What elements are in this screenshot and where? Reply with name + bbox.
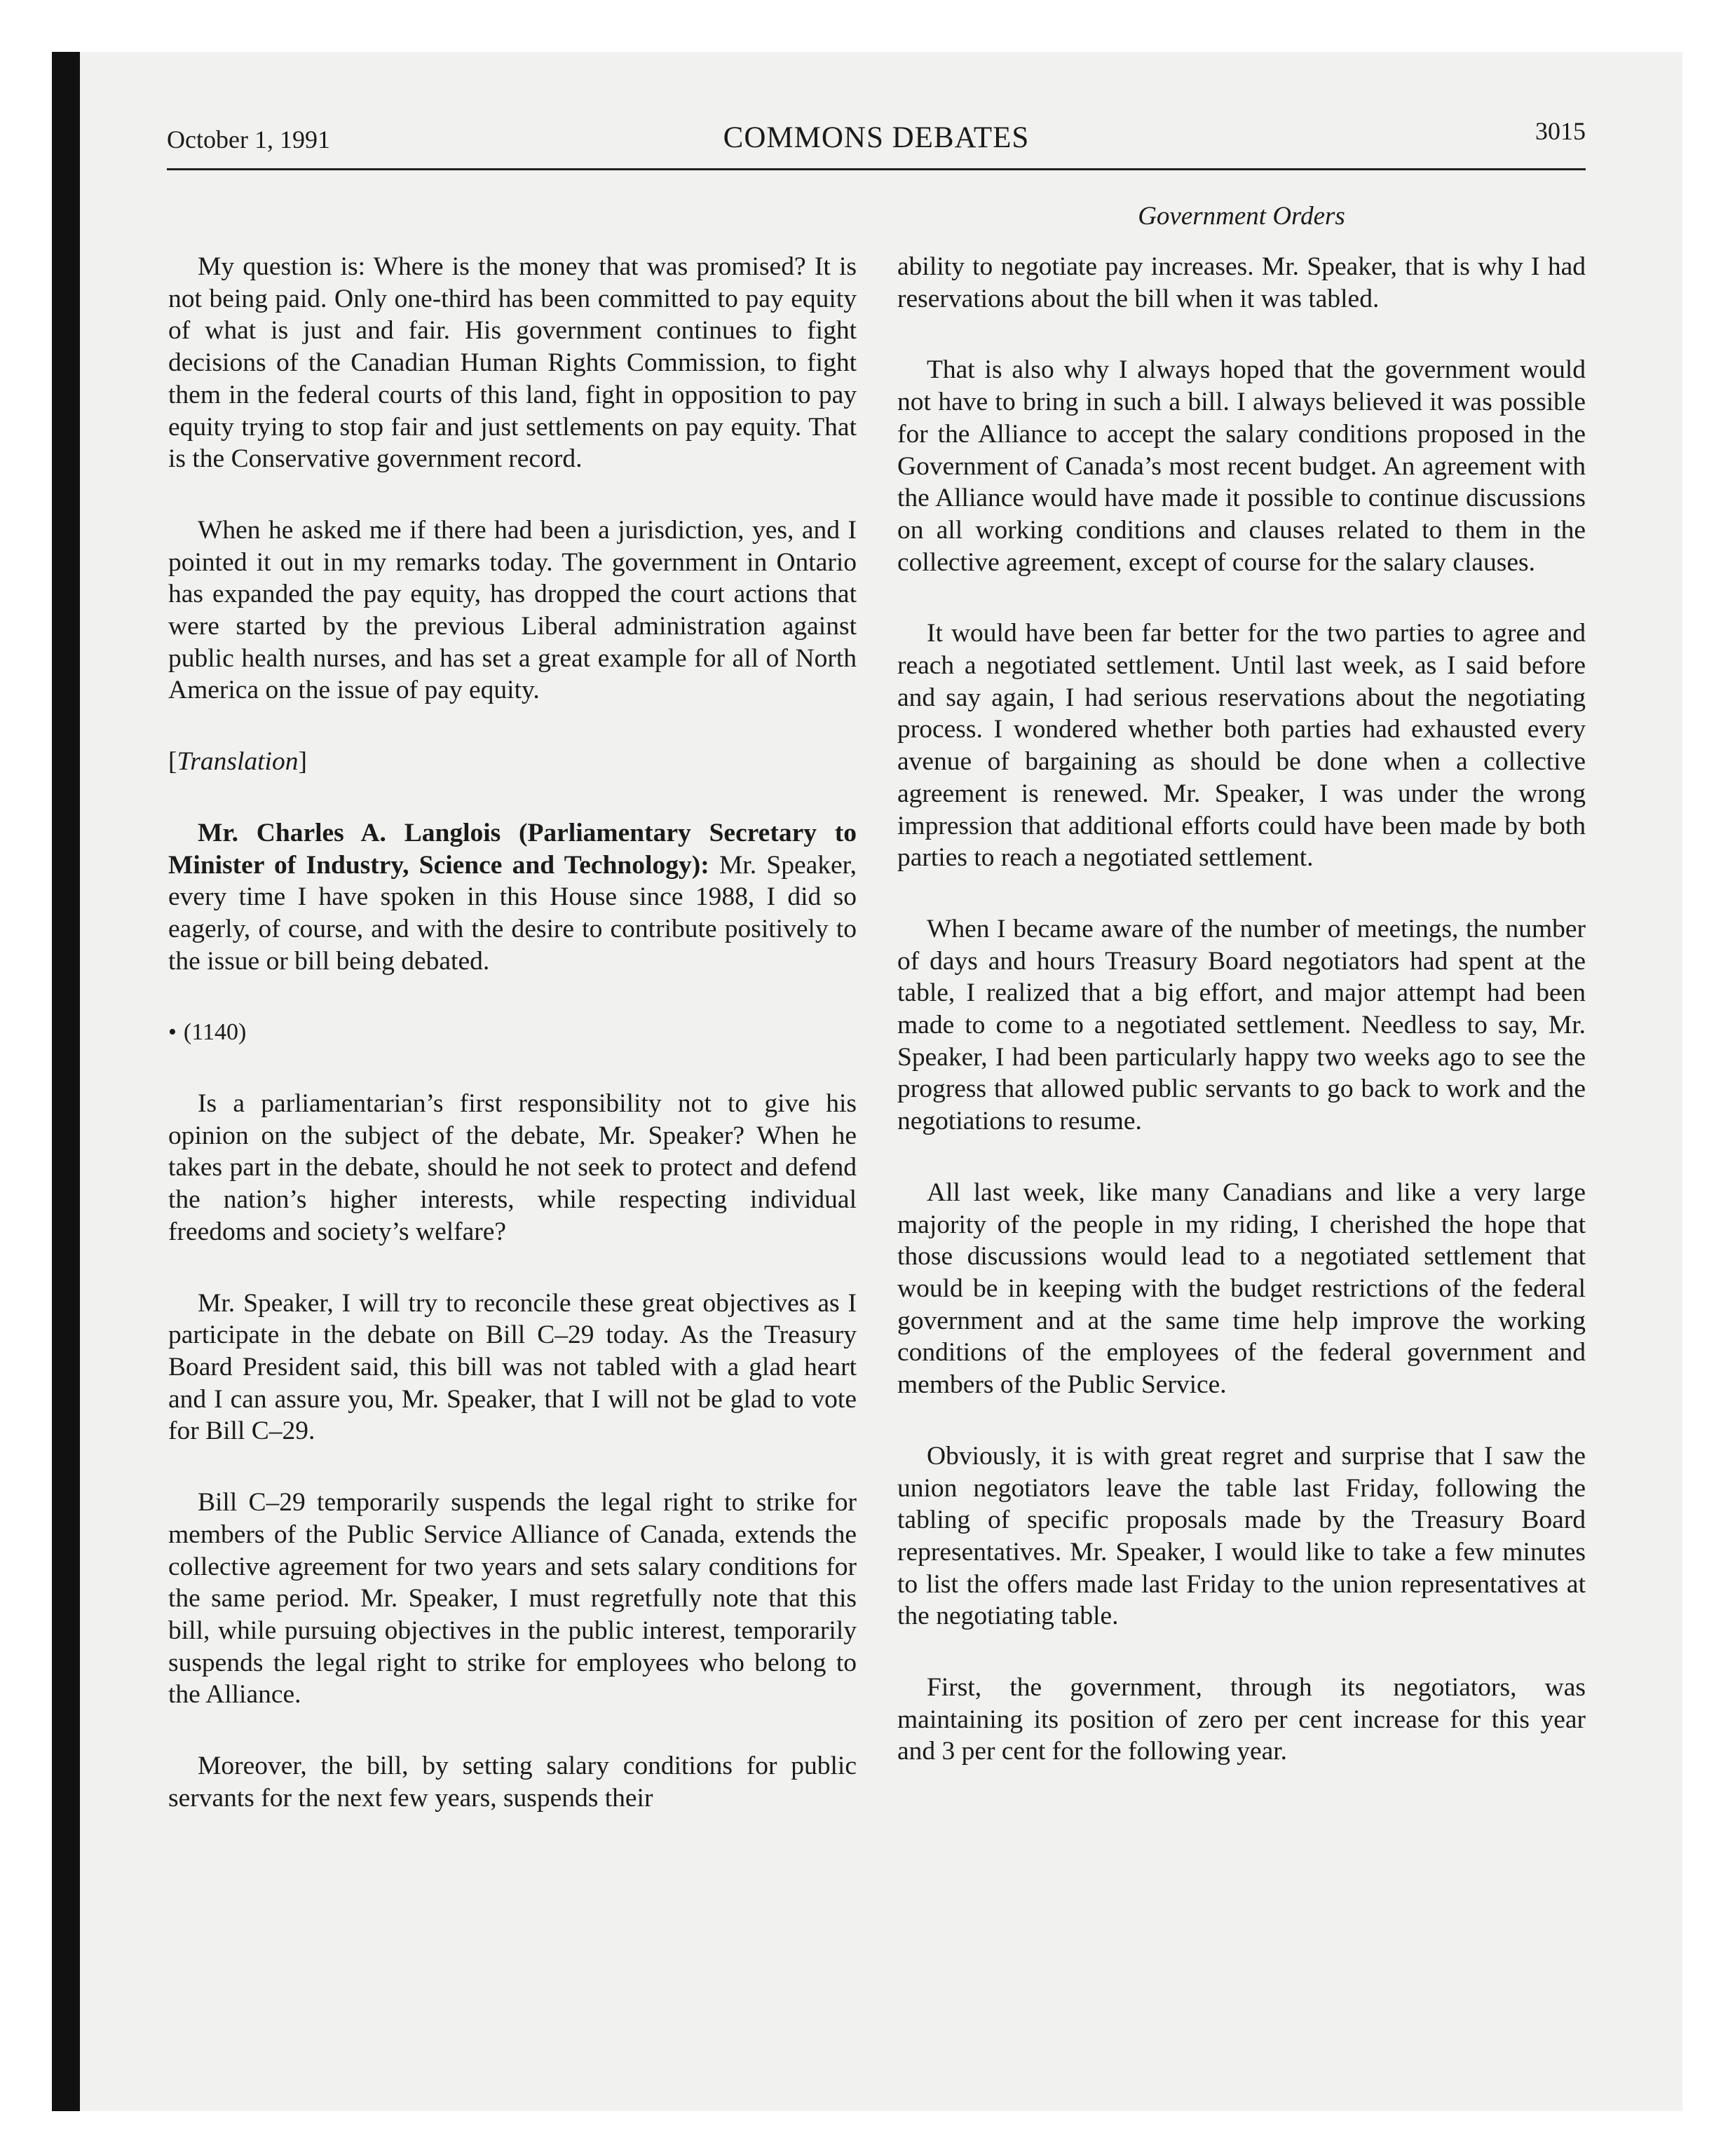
translation-label: Translation [177, 747, 299, 777]
right-paragraph-3: It would have been far better for the two parties to agree and reach a negotiated settlement. Until last week, as I said before and say again, I had serious reservations about the negotiating process. I wondered whether both parties had exhausted every avenue of bargaining as should be done when a collective agreement is renewed. Mr. Speaker, I was under the wrong impression that additional efforts could have been made by both parties to reach a negotiated settlement. [897, 619, 1586, 873]
running-header [167, 111, 1586, 170]
time-marker [168, 1016, 857, 1049]
translation-note [168, 746, 857, 778]
header-date: October 1, 1991 [167, 125, 330, 153]
right-column [897, 251, 1586, 1768]
left-paragraph-2: When he asked me if there had been a jurisdiction, yes, and I pointed it out in my remarks today. The government in Ontario has expanded the pay equity, has dropped the court actions that were started by the previous Liberal administration against public health nurses, and has set a great example for all of North America on the issue of pay equity. [168, 515, 857, 705]
right-paragraph-7: First, the government, through its negotiators, was maintaining its position of zero per cent increase for this year and 3 per cent for the following year. [897, 1673, 1586, 1766]
left-paragraph-1: My question is: Where is the money that was promised? It is not being paid. Only one-third has been committed to pay equity of what is just and fair. His government continues to fight decisions of the Canadian Human Rights Commission, to fight them in the federal courts of this land, fight in opposition to pay equity trying to stop fair and just settlements on pay equity. That is the Conservative government record. [168, 252, 857, 474]
right-paragraph-6: Obviously, it is with great regret and surprise that I saw the union negotiators leave the table last Friday, following the tabling of specific proposals made by the Treasury Board representatives. Mr. Speaker, I would like to take a few minutes to list the offers made last Friday to the union representatives at the negotiating table. [897, 1441, 1586, 1631]
right-paragraph-1: ability to negotiate pay increases. Mr. Speaker, that is why I had reservations about the bill when it was tabled. [897, 252, 1586, 313]
header-page-number: 3015 [1535, 117, 1586, 145]
speaker-name: Mr. Charles A. Langlois (Parliamentary Secretary to Minister of Industry, Science and Technology): [168, 818, 857, 880]
left-paragraph-6: Bill C–29 temporarily suspends the legal right to strike for members of the Public Service Alliance of Canada, extends the collective agreement for two years and sets salary conditions for the same period. Mr. Speaker, I must regretfully note that this bill, while pursuing objectives in the public interest, temporarily suspends the legal right to strike for employees who belong to the Alliance. [168, 1488, 857, 1710]
section-title: Government Orders [1138, 202, 1345, 231]
right-paragraph-5: All last week, like many Canadians and like a very large majority of the people in my riding, I cherished the hope that those discussions would lead to a negotiated settlement that would be in keeping with the budget restrictions of the federal government and at the same time help improve the working conditions of the employees of the federal government and members of the Public Service. [897, 1178, 1586, 1400]
timestamp-text: (1140) [183, 1019, 247, 1046]
left-column [168, 251, 857, 1814]
translation-bracket-close: ] [298, 747, 307, 777]
left-paragraph-5: Mr. Speaker, I will try to reconcile these great objectives as I participate in the debate on Bill C–29 today. As the Treasury Board President said, this bill was not tabled with a glad heart and I can assure you, Mr. Speaker, that I will not be glad to vote for Bill C–29. [168, 1288, 857, 1446]
right-paragraph-4: When I became aware of the number of meetings, the number of days and hours Treasury Board negotiators had spent at the table, I realized that a big effort, and major attempt had been made to come to a negotiated settlement. Needless to say, Mr. Speaker, I had been particularly happy two weeks ago to see the progress that allowed public servants to go back to work and the negotiations to resume. [897, 914, 1586, 1136]
left-paragraph-4: Is a parliamentarian’s first responsibility not to give his opinion on the subject of the debate, Mr. Speaker? When he takes part in the debate, should he not seek to protect and defend the nation’s higher interests, while respecting individual freedoms and society’s welfare? [168, 1089, 857, 1246]
left-paragraph-3: Mr. Speaker, every time I have spoken in this House since 1988, I did so eagerly, of course, and with the desire to contribute positively to the issue or bill being debated. [168, 850, 857, 976]
bullet-icon: • [168, 1019, 177, 1046]
speaker-intervention [168, 817, 857, 978]
right-paragraph-2: That is also why I always hoped that the government would not have to bring in such a bill. I always believed it was possible for the Alliance to accept the salary conditions proposed in the Government of Canada’s most recent budget. An agreement with the Alliance would have made it possible to continue discussions on all working conditions and clauses related to them in the collective agreement, except of course for the salary clauses. [897, 355, 1586, 577]
scan-binding-edge [52, 52, 80, 2111]
header-publication-title: COMMONS DEBATES [723, 121, 1030, 154]
left-paragraph-7: Moreover, the bill, by setting salary conditions for public servants for the next few years, suspends their [168, 1752, 857, 1813]
translation-bracket-open: [ [168, 747, 177, 777]
